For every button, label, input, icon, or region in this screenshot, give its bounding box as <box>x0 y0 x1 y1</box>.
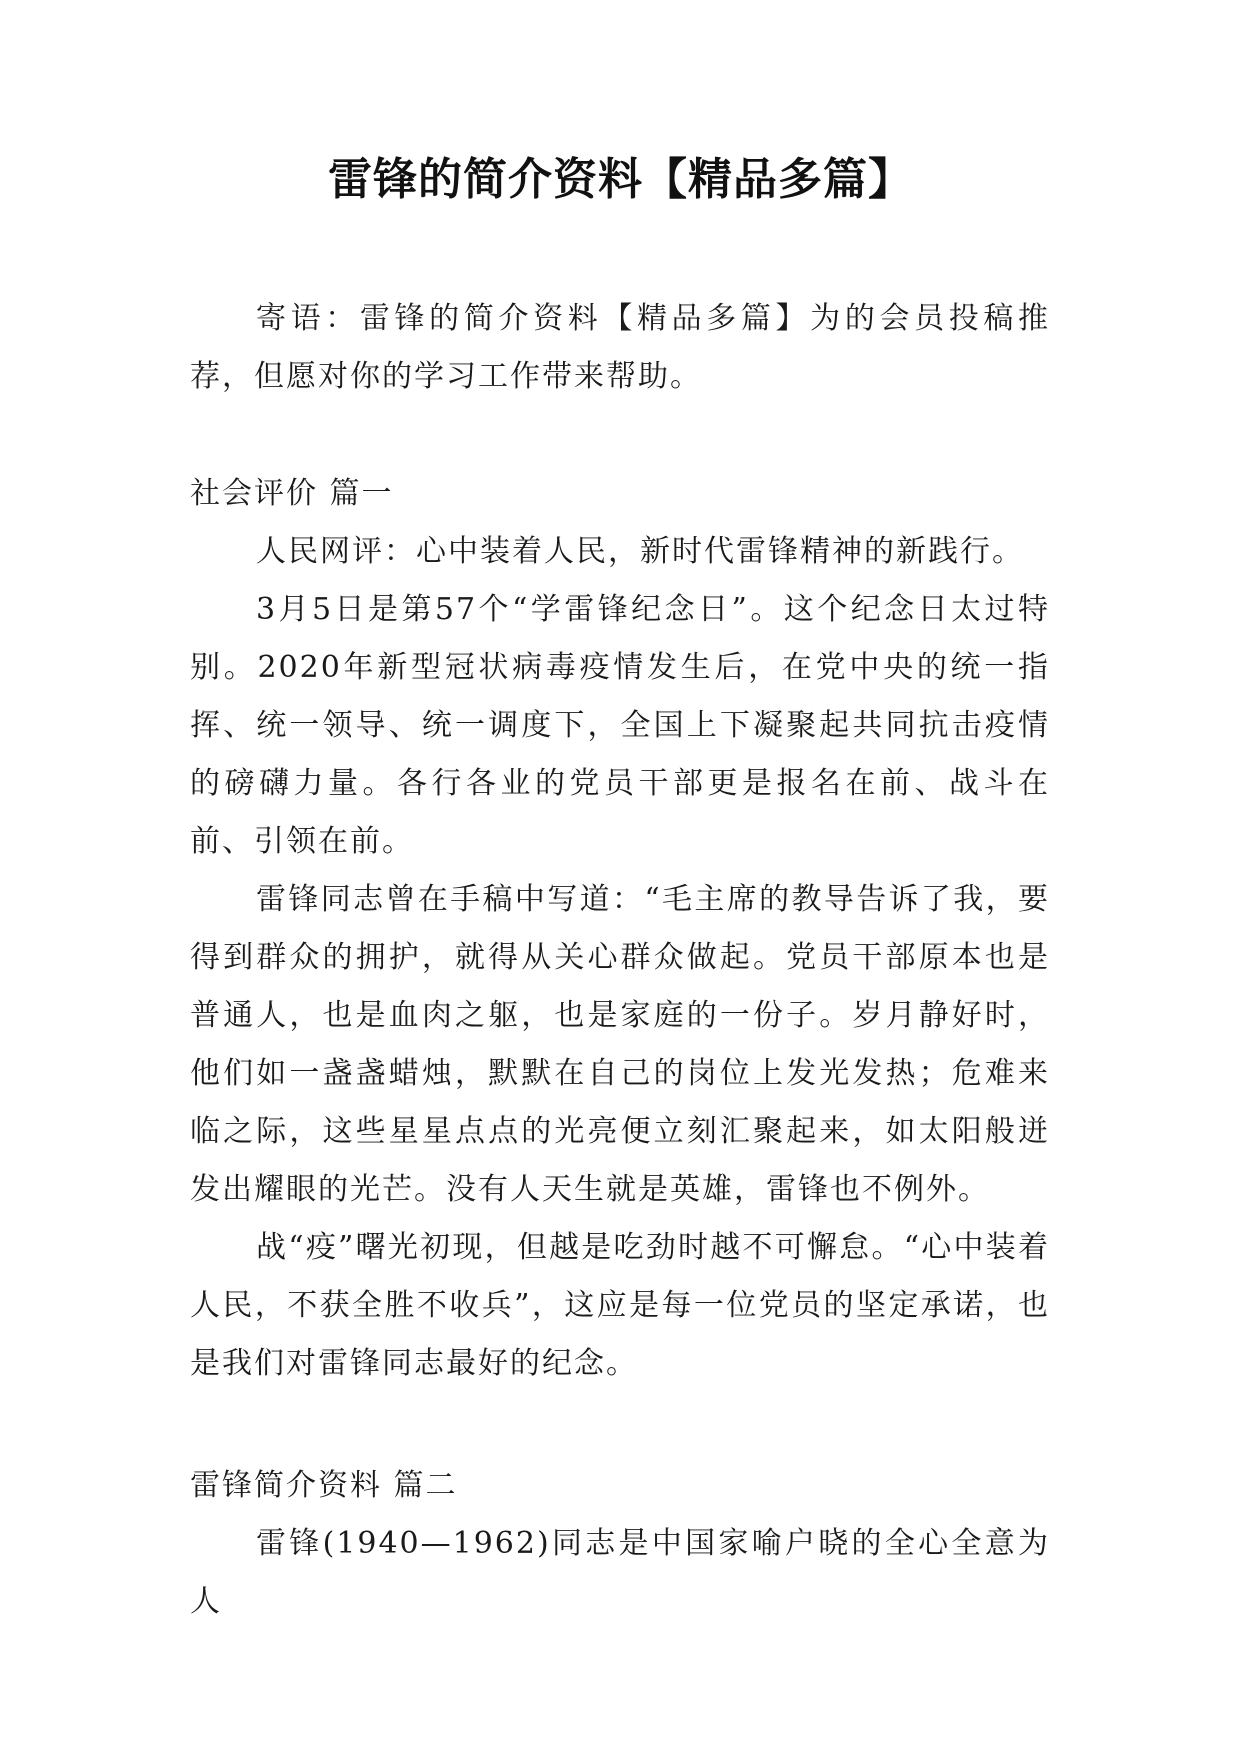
section-2-heading: 雷锋简介资料 篇二 <box>190 1468 458 1503</box>
section-1-paragraph: 雷锋同志曾在手稿中写道：“毛主席的教导告诉了我，要得到群众的拥护，就得从关心群众做起。党员干部原本也是普通人，也是血肉之躯，也是家庭的一份子。岁月静好时，他们如一盏盏蜡烛，默默在自己的岗位上发光发热；危难来临之际，这些星星点点的光亮便立刻汇聚起来，如太阳般迸发出耀眼的光芒。没有人天生就是英雄，雷锋也不例外。 <box>190 882 1050 1207</box>
document-title: 雷锋的简介资料【精品多篇】 <box>328 154 913 205</box>
section-2 <box>190 1457 1050 1631</box>
intro-paragraph: 寄语：雷锋的简介资料【精品多篇】为的会员投稿推荐，但愿对你的学习工作带来帮助。 <box>190 301 1050 394</box>
section-2-paragraph: 雷锋(1940—1962)同志是中国家喻户晓的全心全意为人 <box>190 1526 1050 1619</box>
intro-block <box>190 290 1050 406</box>
section-1 <box>190 465 1050 1393</box>
section-1-heading: 社会评价 篇一 <box>190 476 394 511</box>
section-1-paragraph: 战“疫”曙光初现，但越是吃劲时越不可懈怠。“心中装着人民，不获全胜不收兵”，这应是每一位党员的坚定承诺，也是我们对雷锋同志最好的纪念。 <box>190 1230 1050 1381</box>
section-1-paragraph: 人民网评：心中装着人民，新时代雷锋精神的新践行。 <box>256 534 1024 569</box>
section-1-paragraph: 3月5日是第57个“学雷锋纪念日”。这个纪念日太过特别。2020年新型冠状病毒疫情发生后，在党中央的统一指挥、统一领导、统一调度下，全国上下凝聚起共同抗击疫情的磅礴力量。各行各业的党员干部更是报名在前、战斗在前、引领在前。 <box>190 592 1050 859</box>
